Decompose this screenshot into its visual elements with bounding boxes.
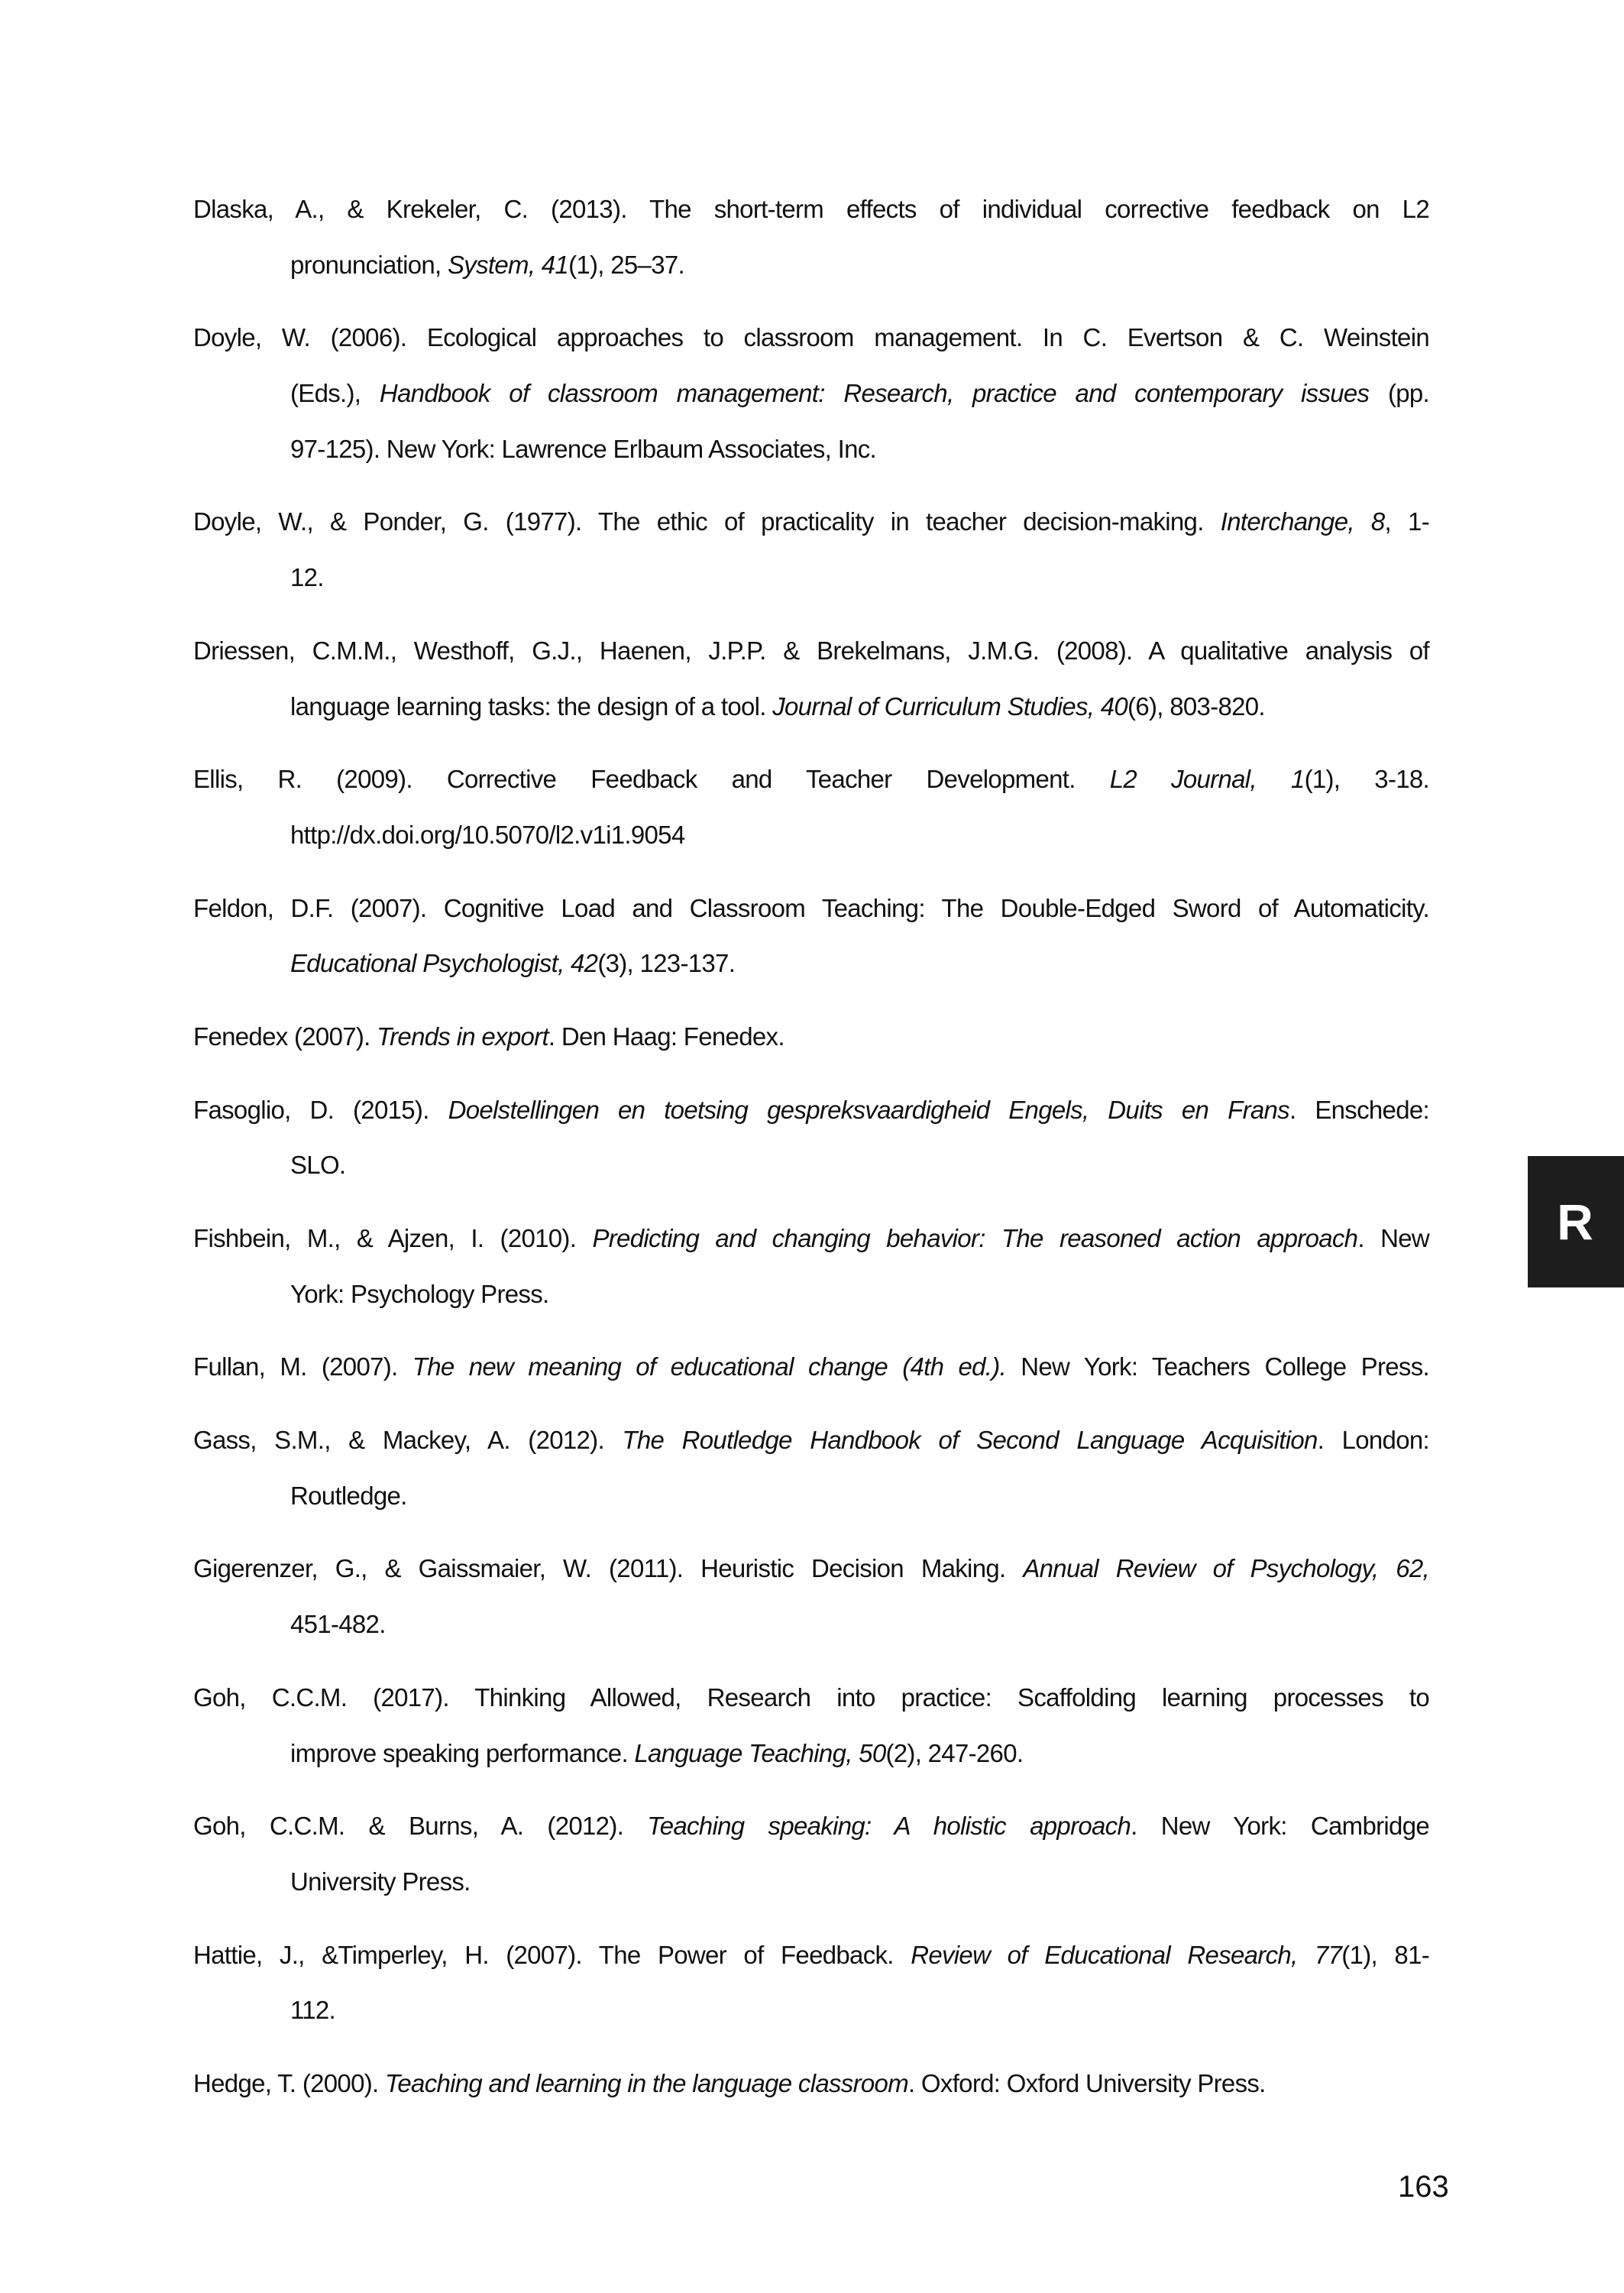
reference-continuation-line [193,1854,1429,1910]
reference-first-line [193,494,1429,550]
reference-continuation-line [193,238,1429,293]
italic-title-segment: System, 41 [447,250,569,279]
reference-continuation-line [193,1983,1429,2039]
text-segment: . New [1357,1224,1429,1252]
reference-first-line [193,752,1429,808]
reference-continuation-line [193,1597,1429,1653]
italic-title-segment: The Routledge Handbook of Second Language Acquisition [622,1426,1318,1455]
italic-title-segment: Language Teaching, 50 [634,1738,886,1767]
reference-continuation-line [193,1267,1429,1323]
italic-title-segment: Interchange, 8 [1220,507,1385,536]
text-segment: pronunciation, [290,250,448,279]
reference-entry [193,1339,1429,1395]
text-segment: . London: [1317,1426,1429,1455]
text-segment: University Press. [290,1867,471,1896]
text-segment: Goh, C.C.M. & Burns, A. (2012). [193,1812,648,1841]
text-segment: . Oxford: Oxford University Press. [908,2068,1266,2097]
text-segment: improve speaking performance. [290,1738,635,1767]
reference-entry [193,1009,1429,1065]
text-segment: (2), 247-260. [885,1738,1024,1767]
reference-entry [193,1670,1429,1781]
text-segment: (Eds.), [290,379,380,408]
reference-continuation-line [193,550,1429,606]
text-segment: . Den Haag: Fenedex. [548,1022,785,1051]
text-segment: (1), 81- [1341,1940,1430,1969]
reference-entry [193,752,1429,863]
reference-first-line [193,1083,1429,1138]
text-segment: Fullan, M. (2007). [193,1352,412,1381]
reference-first-line [193,1670,1429,1726]
text-segment: New York: Teachers College Press. [1006,1352,1429,1381]
text-segment: language learning tasks: the design of a tool. [290,691,773,721]
text-segment: (1), 3-18. [1304,765,1430,794]
reference-entry [193,1928,1429,2039]
reference-entry [193,2056,1429,2112]
text-segment: 451-482. [290,1610,386,1639]
reference-entry [193,1541,1429,1652]
reference-first-line [193,2056,1429,2112]
text-segment: Gigerenzer, G., & Gaissmaier, W. (2011). Heuristic Decision Making. [193,1554,1024,1583]
reference-first-line [193,1928,1429,1984]
text-segment: http://dx.doi.org/10.5070/l2.v1i1.9054 [290,820,685,849]
text-segment: (1), 25–37. [568,250,684,279]
reference-entry [193,1083,1429,1193]
italic-title-segment: Journal of Curriculum Studies, 40 [772,691,1128,721]
text-segment: Feldon, D.F. (2007). Cognitive Load and Classroom Teaching: The Double-Edged Sword of Automaticity. [193,893,1429,922]
reference-continuation-line [193,366,1429,422]
reference-first-line [193,1009,1429,1065]
reference-entry [193,494,1429,605]
italic-title-segment: Doelstellingen en toetsing gespreksvaardigheid Engels, Duits en Frans [448,1095,1289,1124]
text-segment: Driessen, C.M.M., Westhoff, G.J., Haenen, J.P.P. & Brekelmans, J.M.G. (2008). A qualitative analysis of [193,636,1429,665]
italic-title-segment: Annual Review of Psychology, 62, [1023,1554,1429,1583]
page-number: 163 [1398,2170,1449,2204]
italic-title-segment: L2 Journal, 1 [1109,765,1305,794]
text-segment: . New York: Cambridge [1131,1812,1430,1841]
reference-continuation-line [193,679,1429,735]
text-segment: Doyle, W. (2006). Ecological approaches to classroom management. In C. Evertson & C. Weinstein [193,323,1429,352]
text-segment: (3), 123-137. [597,949,736,978]
reference-entry [193,182,1429,293]
text-segment: 112. [290,1996,335,2025]
reference-entry [193,1211,1429,1322]
text-segment: Hattie, J., &Timperley, H. (2007). The Power of Feedback. [193,1940,911,1969]
text-segment: Doyle, W., & Ponder, G. (1977). The ethic of practicality in teacher decision-making. [193,507,1221,536]
text-segment: Hedge, T. (2000). [193,2068,385,2097]
reference-continuation-line [193,1138,1429,1193]
italic-title-segment: Predicting and changing behavior: The reasoned action approach [592,1224,1358,1252]
reference-entry [193,1799,1429,1909]
italic-title-segment: The new meaning of educational change (4th ed.). [412,1352,1007,1381]
text-segment: SLO. [290,1151,346,1180]
text-segment: (pp. [1369,379,1430,408]
reference-first-line [193,1339,1429,1395]
reference-entry [193,881,1429,992]
text-segment: Fishbein, M., & Ajzen, I. (2010). [193,1224,593,1252]
reference-first-line [193,1211,1429,1267]
reference-list [193,182,1429,2129]
italic-title-segment: Teaching and learning in the language classroom [384,2068,908,2097]
reference-continuation-line [193,1726,1429,1782]
reference-first-line [193,310,1429,366]
text-segment: Gass, S.M., & Mackey, A. (2012). [193,1426,623,1455]
text-segment: (6), 803-820. [1127,691,1265,721]
reference-entry [193,623,1429,734]
section-tab-letter: R [1557,1193,1593,1250]
text-segment: 12. [290,563,324,592]
reference-first-line [193,1413,1429,1469]
italic-title-segment: Trends in export [377,1022,548,1051]
section-tab-r [1528,1156,1624,1287]
text-segment: Fasoglio, D. (2015). [193,1095,448,1124]
text-segment: Routledge. [290,1481,407,1510]
reference-continuation-line [193,1469,1429,1524]
text-segment: . Enschede: [1289,1095,1429,1124]
text-segment: Ellis, R. (2009). Corrective Feedback and Teacher Development. [193,765,1110,794]
reference-entry [193,1413,1429,1524]
italic-title-segment: Handbook of classroom management: Research, practice and contemporary issues [379,379,1370,408]
text-segment: Fenedex (2007). [193,1022,377,1051]
text-segment: , 1- [1384,507,1429,536]
text-segment: York: Psychology Press. [290,1279,549,1308]
italic-title-segment: Educational Psychologist, 42 [290,949,598,978]
reference-continuation-line [193,936,1429,992]
reference-entry [193,310,1429,477]
text-segment: Dlaska, A., & Krekeler, C. (2013). The short-term effects of individual corrective feedback on L2 [193,195,1429,223]
reference-first-line [193,881,1429,937]
reference-first-line [193,1541,1429,1597]
reference-continuation-line [193,808,1429,863]
reference-first-line [193,623,1429,679]
italic-title-segment: Teaching speaking: A holistic approach [647,1812,1131,1841]
reference-first-line [193,182,1429,238]
italic-title-segment: Review of Educational Research, 77 [911,1940,1342,1969]
reference-first-line [193,1799,1429,1854]
text-segment: 97-125). New York: Lawrence Erlbaum Associates, Inc. [290,434,877,463]
text-segment: Goh, C.C.M. (2017). Thinking Allowed, Research into practice: Scaffolding learning processes to [193,1683,1429,1712]
reference-continuation-line [193,422,1429,478]
